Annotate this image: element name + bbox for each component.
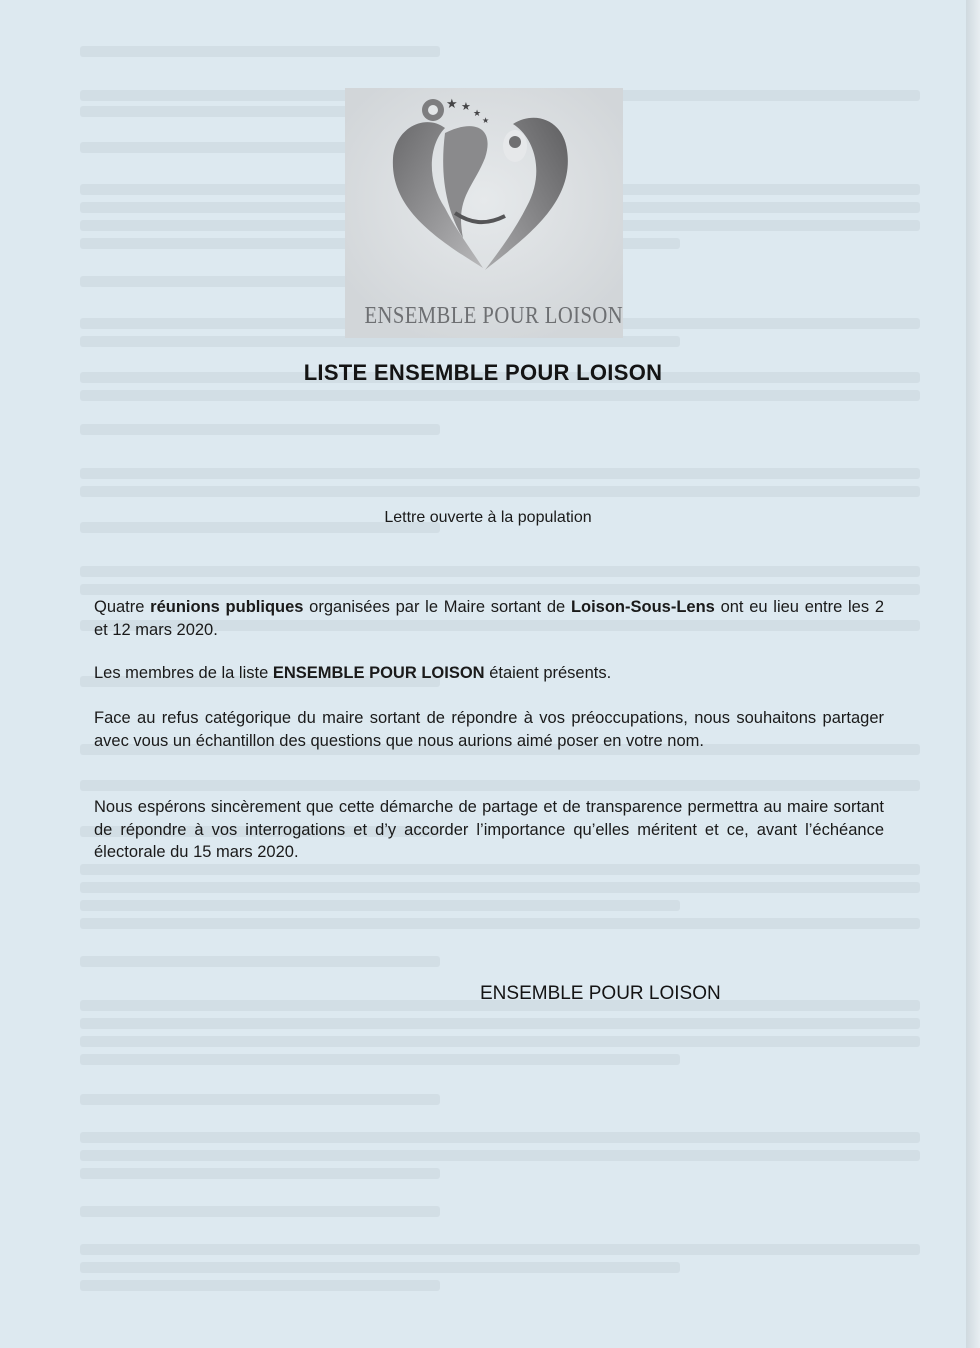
logo-text: ENSEMBLE POUR LOISON bbox=[364, 303, 624, 329]
svg-text:★: ★ bbox=[473, 109, 482, 119]
svg-text:★: ★ bbox=[461, 100, 471, 113]
paragraph-members bbox=[94, 662, 884, 685]
paragraph-members-text-1: Les membres de la liste bbox=[94, 664, 273, 682]
paragraph-meetings-bold-1: réunions publiques bbox=[150, 598, 304, 616]
paragraph-members-bold-1: ENSEMBLE POUR LOISON bbox=[272, 664, 485, 682]
svg-text:★: ★ bbox=[482, 116, 490, 125]
ensemble-pour-loison-logo bbox=[345, 88, 623, 338]
svg-text:★: ★ bbox=[446, 97, 458, 112]
letter-subtitle: Lettre ouverte à la population bbox=[384, 509, 592, 526]
paragraph-meetings-text-2: organisées par le Maire sortant de bbox=[303, 598, 571, 616]
paragraph-refusal: Face au refus catégorique du maire sortant de répondre à vos préoccupations, nous souhaitons partager avec vous un échantillon des questions que nous aurions aimé poser en votre nom. bbox=[94, 709, 884, 750]
signature: ENSEMBLE POUR LOISON bbox=[480, 983, 721, 1004]
paragraph-meetings bbox=[94, 596, 884, 641]
paragraph-meetings-text-3: ont eu lieu entre les 2 et 12 mars 2020. bbox=[94, 598, 884, 639]
logo-emblem-icon bbox=[345, 88, 623, 338]
paper-edge bbox=[966, 0, 980, 1348]
paragraph-meetings-text-1: Quatre bbox=[94, 598, 151, 616]
page-title: LISTE ENSEMBLE POUR LOISON bbox=[303, 360, 663, 385]
paragraph-meetings-bold-2: Loison-Sous-Lens bbox=[570, 598, 715, 616]
paragraph-transparency: Nous espérons sincèrement que cette démarche de partage et de transparence permettra au maire sortant de répondre à vos interrogations et d’y accorder l’importance qu’elles méritent et ce, avant l’échéance électorale du 15 mars 2020. bbox=[94, 798, 884, 861]
paragraph-members-text-2: étaient présents. bbox=[484, 664, 612, 682]
